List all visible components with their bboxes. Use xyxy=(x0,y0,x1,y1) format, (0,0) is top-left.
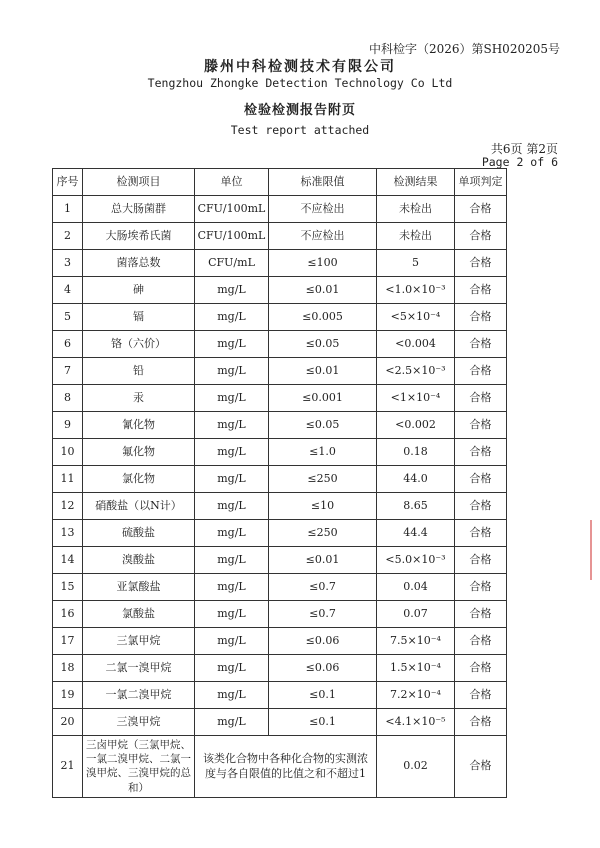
table-row xyxy=(53,439,507,466)
cell-item: 大肠埃希氏菌 xyxy=(83,223,195,250)
cell-item: 氯化物 xyxy=(83,466,195,493)
cell-result: 0.04 xyxy=(377,574,455,601)
cell-item: 氰化物 xyxy=(83,412,195,439)
cell-result: 0.18 xyxy=(377,439,455,466)
cell-judge: 合格 xyxy=(455,628,507,655)
cell-result: 1.5×10⁻⁴ xyxy=(377,655,455,682)
cell-judge: 合格 xyxy=(455,655,507,682)
cell-limit: ≤0.01 xyxy=(269,277,377,304)
cell-unit: mg/L xyxy=(195,709,269,736)
cell-no: 17 xyxy=(53,628,83,655)
cell-limit: ≤0.7 xyxy=(269,574,377,601)
cell-no: 19 xyxy=(53,682,83,709)
cell-judge: 合格 xyxy=(455,358,507,385)
cell-no: 21 xyxy=(53,736,83,798)
cell-unit: CFU/100mL xyxy=(195,196,269,223)
cell-judge: 合格 xyxy=(455,682,507,709)
cell-unit: mg/L xyxy=(195,574,269,601)
cell-judge: 合格 xyxy=(455,385,507,412)
cell-item: 溴酸盐 xyxy=(83,547,195,574)
cell-limit: ≤0.001 xyxy=(269,385,377,412)
cell-limit: ≤250 xyxy=(269,466,377,493)
cell-no: 10 xyxy=(53,439,83,466)
cell-limit: ≤0.01 xyxy=(269,547,377,574)
cell-item: 氯酸盐 xyxy=(83,601,195,628)
table-row xyxy=(53,628,507,655)
cell-unit: mg/L xyxy=(195,682,269,709)
organization-name-en: Tengzhou Zhongke Detection Technology Co Ltd xyxy=(147,76,453,90)
cell-judge: 合格 xyxy=(455,574,507,601)
cell-item: 亚氯酸盐 xyxy=(83,574,195,601)
cell-judge: 合格 xyxy=(455,277,507,304)
cell-result: 未检出 xyxy=(377,196,455,223)
cell-item: 二氯一溴甲烷 xyxy=(83,655,195,682)
cell-result: 8.65 xyxy=(377,493,455,520)
cell-result: <5.0×10⁻³ xyxy=(377,547,455,574)
cell-no: 13 xyxy=(53,520,83,547)
cell-result: 7.2×10⁻⁴ xyxy=(377,682,455,709)
cell-judge: 合格 xyxy=(455,439,507,466)
cell-item: 三溴甲烷 xyxy=(83,709,195,736)
cell-no: 18 xyxy=(53,655,83,682)
header-item: 检测项目 xyxy=(83,169,195,196)
cell-no: 20 xyxy=(53,709,83,736)
stamp-edge-mark xyxy=(590,520,600,580)
cell-unit: mg/L xyxy=(195,466,269,493)
cell-no: 11 xyxy=(53,466,83,493)
cell-item: 菌落总数 xyxy=(83,250,195,277)
cell-result: <0.002 xyxy=(377,412,455,439)
cell-item: 汞 xyxy=(83,385,195,412)
cell-judge: 合格 xyxy=(455,412,507,439)
cell-limit: ≤0.005 xyxy=(269,304,377,331)
table-row xyxy=(53,574,507,601)
cell-judge: 合格 xyxy=(455,736,507,798)
cell-no: 1 xyxy=(53,196,83,223)
cell-item: 硝酸盐（以N计） xyxy=(83,493,195,520)
cell-limit: ≤100 xyxy=(269,250,377,277)
report-title-cn: 检验检测报告附页 xyxy=(243,103,356,118)
header-result: 检测结果 xyxy=(377,169,455,196)
table-row xyxy=(53,304,507,331)
cell-judge: 合格 xyxy=(455,493,507,520)
cell-unit: mg/L xyxy=(195,655,269,682)
page-counter-cn: 共6页 第2页 xyxy=(490,142,558,156)
cell-result: 0.02 xyxy=(377,736,455,798)
cell-limit: ≤1.0 xyxy=(269,439,377,466)
cell-merged-note: 该类化合物中各种化合物的实测浓度与各自限值的比值之和不超过1 xyxy=(195,736,377,798)
table-header-row xyxy=(53,169,507,196)
cell-result: 未检出 xyxy=(377,223,455,250)
cell-no: 7 xyxy=(53,358,83,385)
cell-no: 16 xyxy=(53,601,83,628)
cell-unit: mg/L xyxy=(195,628,269,655)
cell-item: 铅 xyxy=(83,358,195,385)
cell-judge: 合格 xyxy=(455,466,507,493)
table-row xyxy=(53,493,507,520)
cell-item: 三卤甲烷（三氯甲烷、一氯二溴甲烷、二氯一溴甲烷、三溴甲烷的总和） xyxy=(83,736,195,798)
cell-result: 44.4 xyxy=(377,520,455,547)
table-row xyxy=(53,196,507,223)
table-row xyxy=(53,547,507,574)
cell-no: 12 xyxy=(53,493,83,520)
cell-result: <1×10⁻⁴ xyxy=(377,385,455,412)
cell-no: 3 xyxy=(53,250,83,277)
cell-unit: CFU/100mL xyxy=(195,223,269,250)
cell-limit: ≤0.1 xyxy=(269,709,377,736)
header-judge: 单项判定 xyxy=(455,169,507,196)
cell-result: 0.07 xyxy=(377,601,455,628)
table-row xyxy=(53,655,507,682)
table-row xyxy=(53,250,507,277)
cell-result: 5 xyxy=(377,250,455,277)
cell-item: 砷 xyxy=(83,277,195,304)
cell-judge: 合格 xyxy=(455,223,507,250)
cell-limit: ≤0.06 xyxy=(269,628,377,655)
cell-unit: mg/L xyxy=(195,331,269,358)
table-row xyxy=(53,466,507,493)
cell-unit: mg/L xyxy=(195,304,269,331)
table-row xyxy=(53,277,507,304)
cell-no: 15 xyxy=(53,574,83,601)
cell-limit: 不应检出 xyxy=(269,223,377,250)
cell-result: <2.5×10⁻³ xyxy=(377,358,455,385)
table-row xyxy=(53,601,507,628)
cell-item: 铬（六价） xyxy=(83,331,195,358)
cell-no: 5 xyxy=(53,304,83,331)
cell-result: <4.1×10⁻⁵ xyxy=(377,709,455,736)
cell-limit: ≤0.05 xyxy=(269,331,377,358)
page-counter-en: Page 2 of 6 xyxy=(481,155,558,169)
cell-item: 总大肠菌群 xyxy=(83,196,195,223)
cell-limit: ≤0.1 xyxy=(269,682,377,709)
cell-judge: 合格 xyxy=(455,547,507,574)
cell-limit: ≤250 xyxy=(269,520,377,547)
cell-item: 硫酸盐 xyxy=(83,520,195,547)
table-row xyxy=(53,682,507,709)
header-limit: 标准限值 xyxy=(269,169,377,196)
cell-judge: 合格 xyxy=(455,520,507,547)
cell-unit: mg/L xyxy=(195,547,269,574)
cell-no: 9 xyxy=(53,412,83,439)
table-row xyxy=(53,412,507,439)
cell-unit: mg/L xyxy=(195,520,269,547)
cell-limit: ≤10 xyxy=(269,493,377,520)
cell-unit: mg/L xyxy=(195,358,269,385)
cell-limit: ≤0.7 xyxy=(269,601,377,628)
cell-unit: mg/L xyxy=(195,277,269,304)
table-row xyxy=(53,358,507,385)
cell-limit: ≤0.01 xyxy=(269,358,377,385)
cell-result: <1.0×10⁻³ xyxy=(377,277,455,304)
cell-item: 一氯二溴甲烷 xyxy=(83,682,195,709)
cell-limit: ≤0.06 xyxy=(269,655,377,682)
organization-name-cn: 滕州中科检测技术有限公司 xyxy=(204,59,396,75)
cell-no: 8 xyxy=(53,385,83,412)
cell-unit: mg/L xyxy=(195,493,269,520)
header-unit: 单位 xyxy=(195,169,269,196)
cell-no: 2 xyxy=(53,223,83,250)
report-code: 中科检字（2026）第SH020205号 xyxy=(368,42,560,56)
cell-limit: ≤0.05 xyxy=(269,412,377,439)
cell-unit: mg/L xyxy=(195,412,269,439)
cell-result: 44.0 xyxy=(377,466,455,493)
cell-judge: 合格 xyxy=(455,709,507,736)
cell-no: 4 xyxy=(53,277,83,304)
cell-unit: mg/L xyxy=(195,439,269,466)
cell-item: 氟化物 xyxy=(83,439,195,466)
table-row-trihalomethanes xyxy=(53,736,507,798)
cell-no: 6 xyxy=(53,331,83,358)
cell-unit: mg/L xyxy=(195,385,269,412)
cell-no: 14 xyxy=(53,547,83,574)
table-row xyxy=(53,709,507,736)
table-row xyxy=(53,520,507,547)
header-no: 序号 xyxy=(53,169,83,196)
cell-result: 7.5×10⁻⁴ xyxy=(377,628,455,655)
cell-judge: 合格 xyxy=(455,331,507,358)
cell-judge: 合格 xyxy=(455,601,507,628)
cell-result: <0.004 xyxy=(377,331,455,358)
table-row xyxy=(53,331,507,358)
cell-judge: 合格 xyxy=(455,250,507,277)
table-row xyxy=(53,223,507,250)
report-title-en: Test report attached xyxy=(230,123,370,137)
cell-item: 镉 xyxy=(83,304,195,331)
cell-unit: CFU/mL xyxy=(195,250,269,277)
cell-item: 三氯甲烷 xyxy=(83,628,195,655)
cell-judge: 合格 xyxy=(455,196,507,223)
table-row xyxy=(53,385,507,412)
results-table xyxy=(52,168,507,798)
cell-judge: 合格 xyxy=(455,304,507,331)
cell-unit: mg/L xyxy=(195,601,269,628)
cell-result: <5×10⁻⁴ xyxy=(377,304,455,331)
cell-limit: 不应检出 xyxy=(269,196,377,223)
